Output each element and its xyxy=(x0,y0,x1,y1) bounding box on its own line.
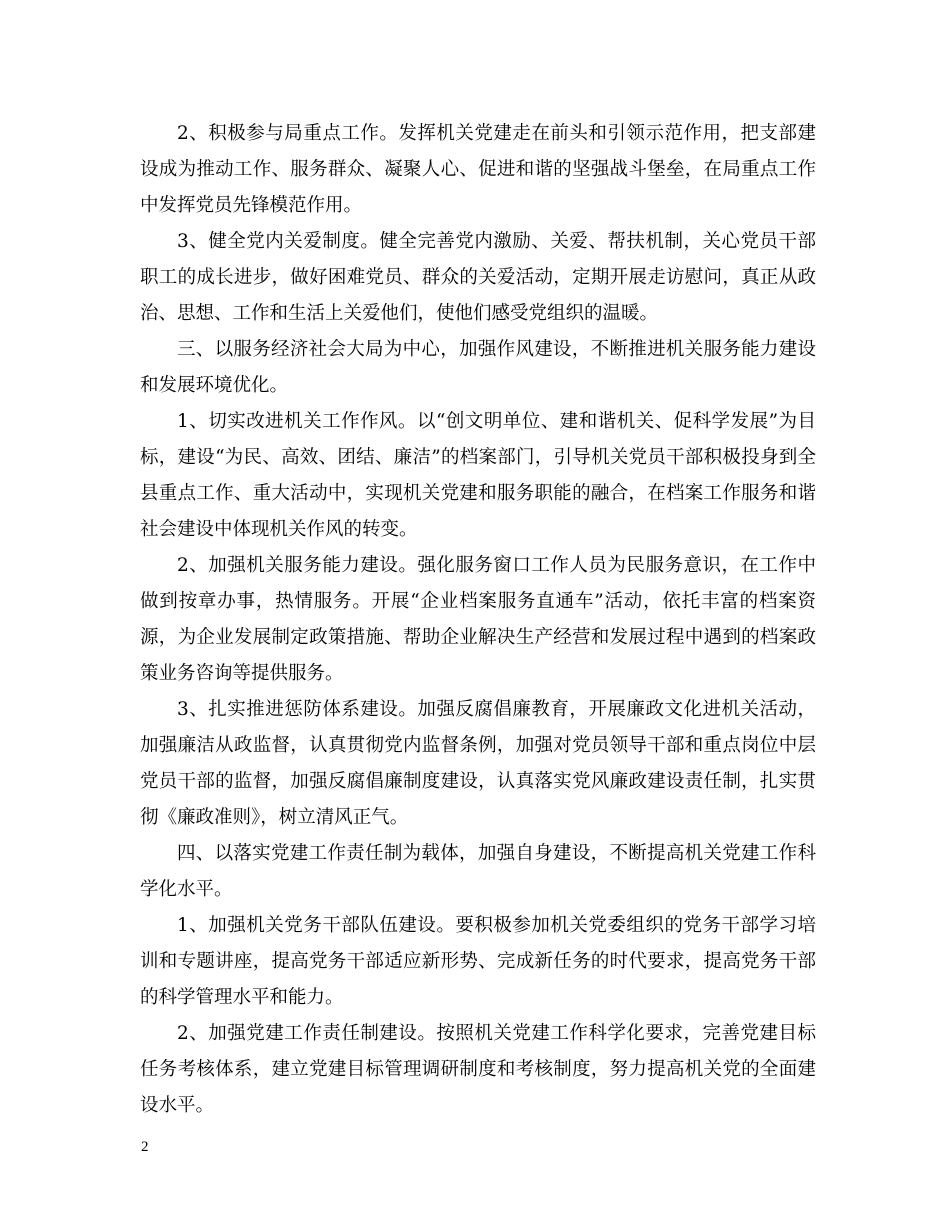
section-heading-three: 三、以服务经济社会大局为中心，加强作风建设，不断推进机关服务能力建设和发展环境优化。 xyxy=(140,339,816,396)
paragraph-service-capacity: 2、加强机关服务能力建设。强化服务窗口工作人员为民服务意识，在工作中做到按章办事，热情服务。开展“企业档案服务直通车”活动，依托丰富的档案资源，为企业发展制定政策措施、帮助企业解决生产经营和发展过程中遇到的档案政策业务咨询等提供服务。 xyxy=(140,555,816,684)
paragraph-item-2-participation: 2、积极参与局重点工作。发挥机关党建走在前头和引领示范作用，把支部建设成为推动工作、服务群众、凝聚人心、促进和谐的坚强战斗堡垒，在局重点工作中发挥党员先锋模范作用。 xyxy=(140,123,816,216)
paragraph-cadre-team: 1、加强机关党务干部队伍建设。要积极参加机关党委组织的党务干部学习培训和专题讲座，提高党务干部适应新形势、完成新任务的时代要求，提高党务干部的科学管理水平和能力。 xyxy=(140,915,816,1008)
paragraph-responsibility-system: 2、加强党建工作责任制建设。按照机关党建工作科学化要求，完善党建目标任务考核体系，建立党建目标管理调研制度和考核制度，努力提高机关党的全面建设水平。 xyxy=(140,1023,816,1116)
body-text xyxy=(140,116,816,1124)
section-heading-four: 四、以落实党建工作责任制为载体，加强自身建设，不断提高机关党建工作科学化水平。 xyxy=(140,843,816,900)
paragraph-care-system: 3、健全党内关爱制度。健全完善党内激励、关爱、帮扶机制，关心党员干部职工的成长进步，做好困难党员、群众的关爱活动，定期开展走访慰问，真正从政治、思想、工作和生活上关爱他们，使他们感受党组织的温暖。 xyxy=(140,231,816,324)
paragraph-work-style: 1、切实改进机关工作作风。以“创文明单位、建和谐机关、促科学发展”为目标，建设“为民、高效、团结、廉洁”的档案部门，引导机关党员干部积极投身到全县重点工作、重大活动中，实现机关党建和服务职能的融合，在档案工作服务和谐社会建设中体现机关作风的转变。 xyxy=(140,411,816,540)
paragraph-anti-corruption: 3、扎实推进惩防体系建设。加强反腐倡廉教育，开展廉政文化进机关活动，加强廉洁从政监督，认真贯彻党内监督条例，加强对党员领导干部和重点岗位中层党员干部的监督，加强反腐倡廉制度建设，认真落实党风廉政建设责任制，扎实贯彻《廉政准则》，树立清风正气。 xyxy=(140,699,816,828)
page-number: 2 xyxy=(141,1139,149,1155)
